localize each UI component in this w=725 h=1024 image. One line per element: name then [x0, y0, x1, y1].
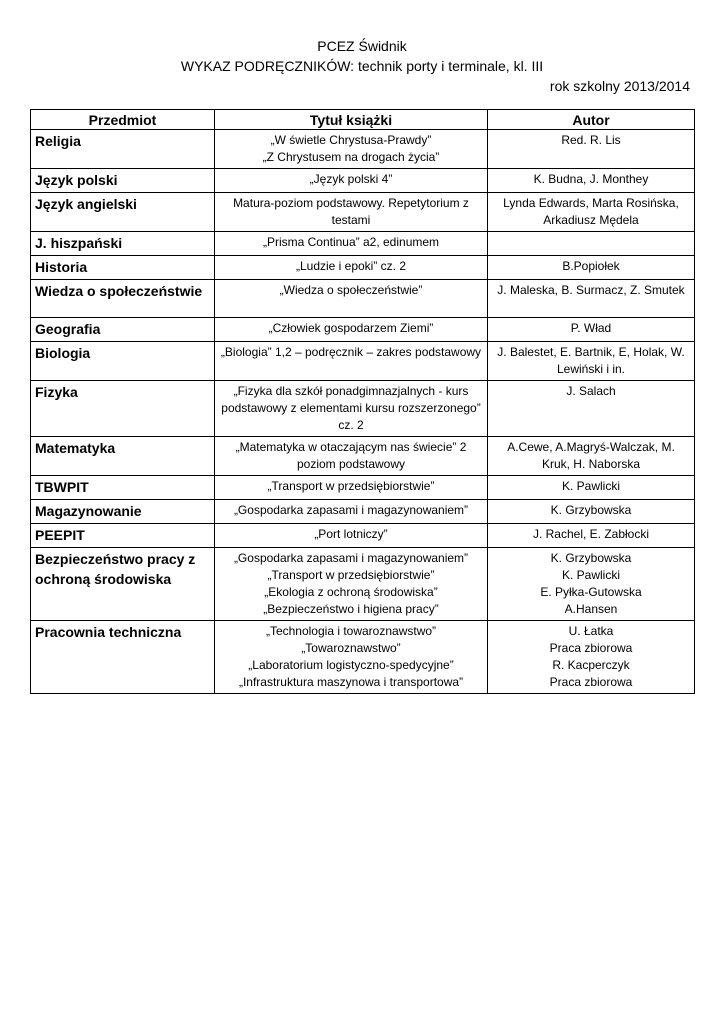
book-author: J. Maleska, B. Surmacz, Z. Smutek — [497, 283, 685, 297]
document-header — [30, 36, 694, 96]
book-title: „Transport w przedsiębiorstwie” — [267, 568, 435, 582]
book-title: „Gospodarka zapasami i magazynowaniem” — [233, 551, 469, 565]
book-author: P. Wład — [570, 321, 612, 335]
subject-cell: Bezpieczeństwo pracy z ochroną środowiska — [31, 548, 215, 621]
column-header-author: Autor — [488, 110, 695, 130]
book-author: K. Pawlicki — [561, 568, 620, 582]
title-cell — [215, 621, 488, 694]
book-author: K. Grzybowska — [550, 551, 632, 565]
table-row — [31, 193, 695, 232]
title-cell — [215, 280, 488, 318]
author-cell — [488, 476, 695, 500]
table-row — [31, 621, 695, 694]
subject-cell: TBWPIT — [31, 476, 215, 500]
subject-cell: J. hiszpański — [31, 232, 215, 256]
school-year: rok szkolny 2013/2014 — [549, 78, 690, 94]
book-author: Praca zbiorowa — [549, 675, 633, 689]
title-cell — [215, 256, 488, 280]
table-row — [31, 130, 695, 169]
table-row — [31, 381, 695, 437]
table-header-row — [31, 110, 695, 130]
title-cell — [215, 232, 488, 256]
column-header-title: Tytuł książki — [215, 110, 488, 130]
book-author: Lynda Edwards, Marta Rosińska, Arkadiusz Mędela — [503, 196, 679, 227]
title-cell — [215, 130, 488, 169]
book-title: Matura-poziom podstawowy. Repetytorium z testami — [233, 196, 469, 227]
author-cell — [488, 232, 695, 256]
table-row — [31, 437, 695, 476]
book-author: K. Budna, J. Monthey — [533, 172, 649, 186]
subject-cell: PEEPIT — [31, 524, 215, 548]
title-cell — [215, 342, 488, 381]
book-author: R. Kacperczyk — [552, 658, 630, 672]
title-cell — [215, 169, 488, 193]
title-cell — [215, 524, 488, 548]
school-name: PCEZ Świdnik — [317, 38, 407, 54]
table-row — [31, 476, 695, 500]
book-author: U. Łatka — [568, 624, 614, 638]
table-row — [31, 548, 695, 621]
author-cell — [488, 130, 695, 169]
book-title: „Fizyka dla szkół ponadgimnazjalnych - kurs podstawowy z elementami kursu rozszerzonego” cz. 2 — [221, 384, 481, 432]
table-row — [31, 232, 695, 256]
subject-cell: Język angielski — [31, 193, 215, 232]
subject-cell: Biologia — [31, 342, 215, 381]
book-title: „Transport w przedsiębiorstwie” — [267, 479, 435, 493]
book-title: „W świetle Chrystusa-Prawdy” — [270, 133, 432, 147]
book-author: J. Rachel, E. Zabłocki — [532, 527, 650, 541]
book-title: „Ludzie i epoki” cz. 2 — [295, 259, 407, 273]
author-cell — [488, 256, 695, 280]
book-title: „Matematyka w otaczającym nas świecie” 2 poziom podstawowy — [235, 440, 467, 471]
book-title: „Człowiek gospodarzem Ziemi” — [268, 321, 434, 335]
book-author: A.Cewe, A.Magryś-Walczak, M. Kruk, H. Naborska — [507, 440, 675, 471]
document-title: WYKAZ PODRĘCZNIKÓW: technik porty i terminale, kl. III — [180, 58, 544, 74]
book-title: „Gospodarka zapasami i magazynowaniem” — [233, 503, 469, 517]
book-title: „Język polski 4” — [309, 172, 393, 186]
title-cell — [215, 437, 488, 476]
subject-cell: Religia — [31, 130, 215, 169]
book-title: „Port lotniczy” — [314, 527, 388, 541]
book-title: „Technologia i towaroznawstwo” — [265, 624, 437, 638]
book-title: „Wiedza o społeczeństwie” — [279, 283, 423, 297]
textbook-table — [30, 109, 695, 694]
author-cell — [488, 524, 695, 548]
author-cell — [488, 381, 695, 437]
book-author: J. Balestet, E. Bartnik, E, Holak, W. Lewiński i in. — [497, 345, 685, 376]
title-cell — [215, 476, 488, 500]
author-cell — [488, 437, 695, 476]
book-author: E. Pyłka-Gutowska — [540, 585, 642, 599]
book-author: A.Hansen — [564, 602, 618, 616]
book-author: Praca zbiorowa — [549, 641, 633, 655]
author-cell — [488, 280, 695, 318]
title-cell — [215, 500, 488, 524]
table-row — [31, 500, 695, 524]
table-row — [31, 280, 695, 318]
table-row — [31, 342, 695, 381]
book-title: „Z Chrystusem na drogach życia” — [262, 150, 440, 164]
book-author: Red. R. Lis — [561, 133, 621, 147]
table-body — [31, 130, 695, 694]
book-title: „Laboratorium logistyczno-spedycyjne” — [248, 658, 454, 672]
subject-cell: Matematyka — [31, 437, 215, 476]
subject-cell: Magazynowanie — [31, 500, 215, 524]
author-cell — [488, 193, 695, 232]
author-cell — [488, 500, 695, 524]
author-cell — [488, 342, 695, 381]
subject-cell: Fizyka — [31, 381, 215, 437]
column-header-subject: Przedmiot — [31, 110, 215, 130]
book-title: „Ekologia z ochroną środowiska” — [264, 585, 438, 599]
table-row — [31, 524, 695, 548]
subject-cell: Geografia — [31, 318, 215, 342]
table-row — [31, 169, 695, 193]
book-title: „Infrastruktura maszynowa i transportowa” — [238, 675, 464, 689]
subject-cell: Język polski — [31, 169, 215, 193]
book-title: „Towaroznawstwo” — [301, 641, 401, 655]
author-cell — [488, 318, 695, 342]
book-author: J. Salach — [566, 384, 616, 398]
subject-cell: Historia — [31, 256, 215, 280]
book-title: „Biologia” 1,2 – podręcznik – zakres podstawowy — [220, 345, 482, 359]
book-title: „Bezpieczeństwo i higiena pracy” — [263, 602, 439, 616]
book-title: „Prisma Continua” a2, edinumem — [262, 235, 440, 249]
title-cell — [215, 193, 488, 232]
book-author: B.Popiołek — [562, 259, 620, 273]
author-cell — [488, 169, 695, 193]
author-cell — [488, 621, 695, 694]
subject-cell: Wiedza o społeczeństwie — [31, 280, 215, 318]
title-cell — [215, 381, 488, 437]
title-cell — [215, 548, 488, 621]
subject-cell: Pracownia techniczna — [31, 621, 215, 694]
book-author: K. Pawlicki — [561, 479, 620, 493]
author-cell — [488, 548, 695, 621]
title-cell — [215, 318, 488, 342]
book-author: K. Grzybowska — [550, 503, 632, 517]
table-row — [31, 256, 695, 280]
table-row — [31, 318, 695, 342]
